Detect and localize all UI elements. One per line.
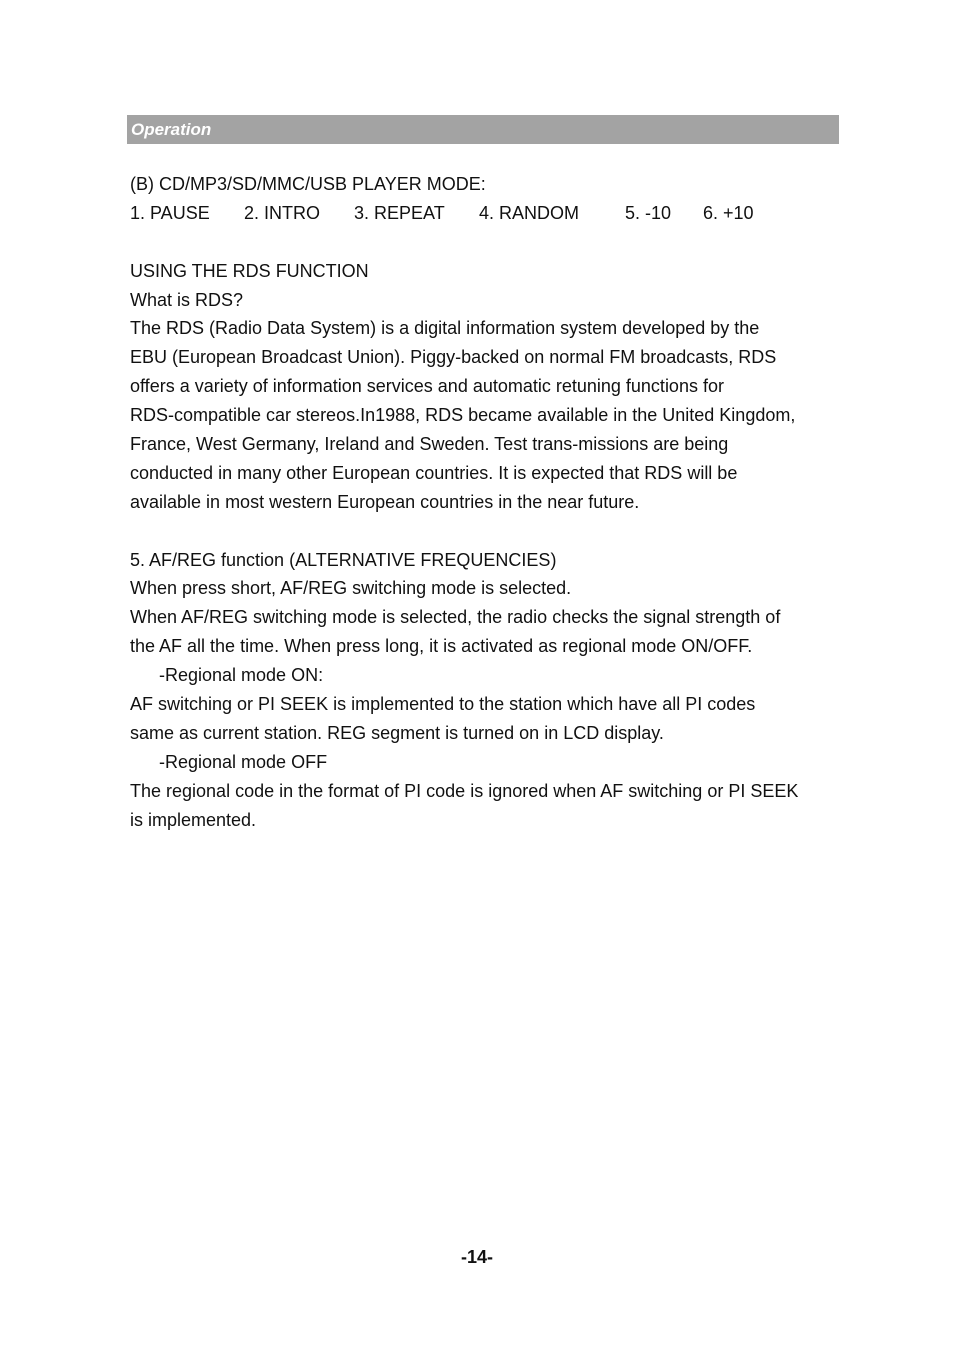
regional-mode-on-text: same as current station. REG segment is turned on in LCD display. [130, 722, 664, 743]
rds-question: What is RDS? [130, 289, 244, 310]
rds-heading: USING THE RDS FUNCTION [130, 260, 369, 281]
mode-item-random: 4. RANDOM [479, 202, 580, 223]
regional-mode-off-text: The regional code in the format of PI code is ignored when AF switching or PI SEEK [130, 780, 799, 801]
rds-paragraph-line: conducted in many other European countries. It is expected that RDS will be [130, 462, 738, 483]
regional-mode-on-label: -Regional mode ON: [159, 665, 324, 686]
page-content [130, 170, 850, 834]
af-reg-text-line: the AF all the time. When press long, it is activated as regional mode ON/OFF. [130, 636, 753, 657]
af-reg-heading: 5. AF/REG function (ALTERNATIVE FREQUENCIES) [130, 549, 557, 570]
af-reg-text-line: When AF/REG switching mode is selected, the radio checks the signal strength of [130, 607, 781, 628]
player-mode-list [130, 199, 850, 228]
regional-mode-off-text: is implemented. [130, 809, 257, 830]
player-mode-title: (B) CD/MP3/SD/MMC/USB PLAYER MODE: [130, 174, 486, 194]
rds-paragraph-line: The RDS (Radio Data System) is a digital information system developed by the [130, 318, 760, 339]
spacer [130, 517, 850, 546]
regional-mode-on-text: AF switching or PI SEEK is implemented to the station which have all PI codes [130, 694, 756, 715]
section-header-bar [127, 115, 839, 144]
mode-item-plus-10: 6. +10 [703, 202, 754, 223]
spacer [130, 228, 850, 257]
mode-item-repeat: 3. REPEAT [354, 202, 445, 223]
rds-paragraph-line: RDS-compatible car stereos.In1988, RDS became available in the United Kingdom, [130, 405, 796, 426]
section-title: Operation [131, 120, 212, 139]
rds-paragraph-line: available in most western European countries in the near future. [130, 491, 640, 512]
rds-paragraph-line: EBU (European Broadcast Union). Piggy-backed on normal FM broadcasts, RDS [130, 347, 777, 368]
mode-item-intro: 2. INTRO [244, 202, 321, 223]
rds-paragraph-line: France, West Germany, Ireland and Sweden. Test trans-missions are being [130, 434, 729, 455]
regional-mode-off-label: -Regional mode OFF [159, 751, 328, 772]
page-number: -14- [460, 1247, 493, 1267]
mode-item-pause: 1. PAUSE [130, 202, 210, 223]
af-reg-text-line: When press short, AF/REG switching mode is selected. [130, 578, 572, 599]
rds-paragraph-line: offers a variety of information services and automatic retuning functions for [130, 376, 724, 397]
mode-item-minus-10: 5. -10 [625, 202, 672, 223]
